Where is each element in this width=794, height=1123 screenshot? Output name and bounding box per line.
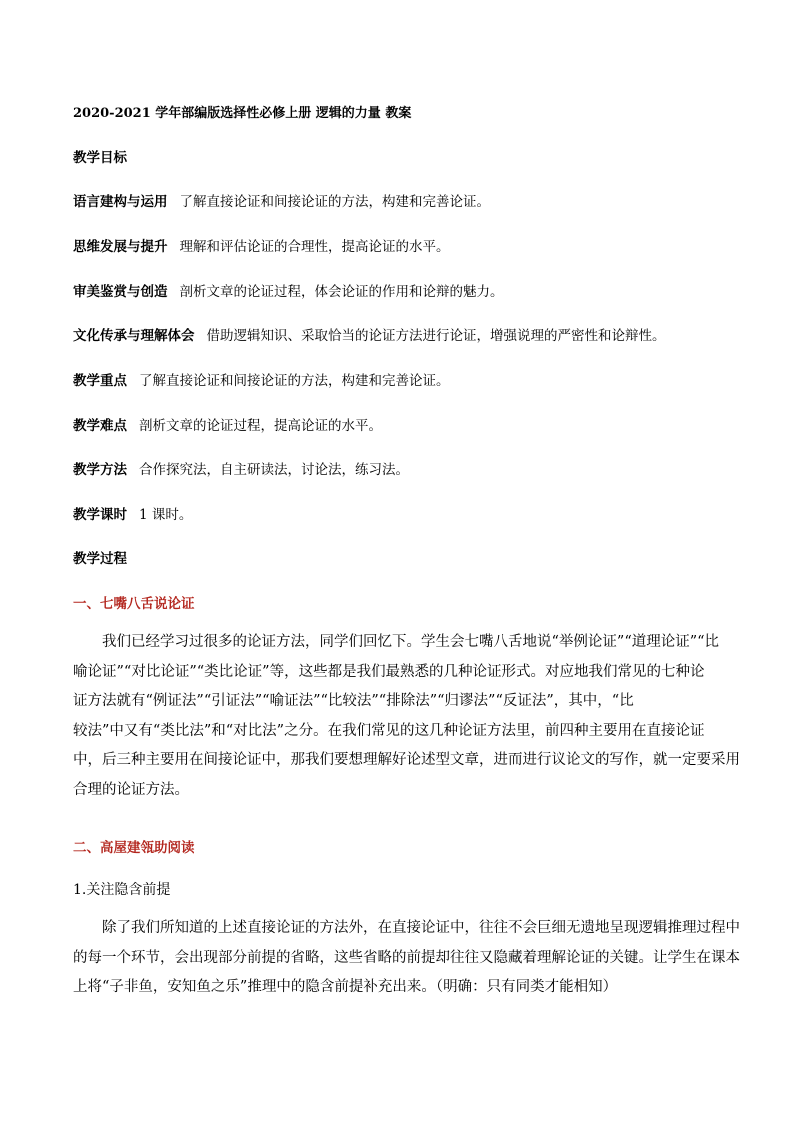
section2-item1: 1.关注隐含前提 — [73, 882, 171, 898]
methods-row — [73, 458, 409, 478]
difficulties-label: 教学难点 — [73, 418, 127, 434]
key-points-row — [73, 369, 450, 389]
goal-label: 文化传承与理解体会 — [73, 328, 195, 344]
paragraph-line: 证方法就有“例证法”“引证法”“喻证法”“比较法”“排除法”“归谬法”“反证法”，其中，“比 — [73, 693, 634, 710]
key-points-label: 教学重点 — [73, 373, 127, 389]
paragraph-line: 合理的论证方法。 — [73, 781, 189, 798]
methods-text: 合作探究法，自主研读法，讨论法，练习法。 — [139, 462, 409, 478]
paragraph-line: 较法”中又有“类比法”和“对比法”之分。在我们常见的这几种论证方法里，前四种主要用在直接论证 — [73, 722, 705, 739]
difficulties-row — [73, 414, 382, 434]
process-heading: 教学过程 — [73, 551, 127, 567]
goal-label: 审美鉴赏与创造 — [73, 284, 168, 300]
goal-row — [73, 324, 666, 344]
paragraph-line: 我们已经学习过很多的论证方法，同学们回忆下。学生会七嘴八舌地说“举例论证”“道理论证”“比 — [102, 634, 720, 650]
goal-label: 思维发展与提升 — [73, 239, 168, 255]
doc-title: 2020-2021 学年部编版选择性必修上册 逻辑的力量 教案 — [73, 106, 412, 121]
methods-label: 教学方法 — [73, 462, 127, 478]
goals-heading: 教学目标 — [73, 150, 127, 166]
goal-text: 剖析文章的论证过程，体会论证的作用和论辩的魅力。 — [179, 284, 504, 300]
section1-paragraph — [73, 628, 740, 806]
paragraph-line: 上将“子非鱼，安知鱼之乐”推理中的隐含前提补充出来。（明确：只有同类才能相知） — [73, 979, 618, 996]
goal-text: 了解直接论证和间接论证的方法，构建和完善论证。 — [179, 194, 490, 210]
section2-heading: 二、高屋建瓴助阅读 — [73, 840, 195, 856]
section2-paragraph — [73, 914, 740, 1003]
goal-label: 语言建构与运用 — [73, 194, 168, 210]
paragraph-line: 喻论证”“对比论证”“类比论证”等，这些都是我们最熟悉的几种论证形式。对应地我们常见的七种论 — [73, 663, 705, 680]
goal-text: 借助逻辑知识、采取恰当的论证方法进行论证，增强说理的严密性和论辩性。 — [206, 328, 666, 344]
hours-text: 1 课时。 — [139, 507, 193, 523]
goal-text: 理解和评估论证的合理性，提高论证的水平。 — [179, 239, 450, 255]
paragraph-line: 除了我们所知道的上述直接论证的方法外，在直接论证中，往往不会巨细无遗地呈现逻辑推理过程中 — [102, 920, 740, 936]
paragraph-line: 的每一个环节，会出现部分前提的省略，这些省略的前提却往往又隐藏着理解论证的关键。让学生在课本 — [73, 949, 740, 966]
goal-row — [73, 235, 450, 255]
hours-row — [73, 503, 192, 523]
key-points-text: 了解直接论证和间接论证的方法，构建和完善论证。 — [139, 373, 450, 389]
section1-heading: 一、七嘴八舌说论证 — [73, 596, 195, 612]
difficulties-text: 剖析文章的论证过程，提高论证的水平。 — [139, 418, 382, 434]
goal-row — [73, 280, 504, 300]
goal-row — [73, 190, 490, 210]
paragraph-line: 中，后三种主要用在间接论证中，那我们要想理解好论述型文章，进而进行议论文的写作，就一定要采用 — [73, 752, 740, 769]
hours-label: 教学课时 — [73, 507, 127, 523]
